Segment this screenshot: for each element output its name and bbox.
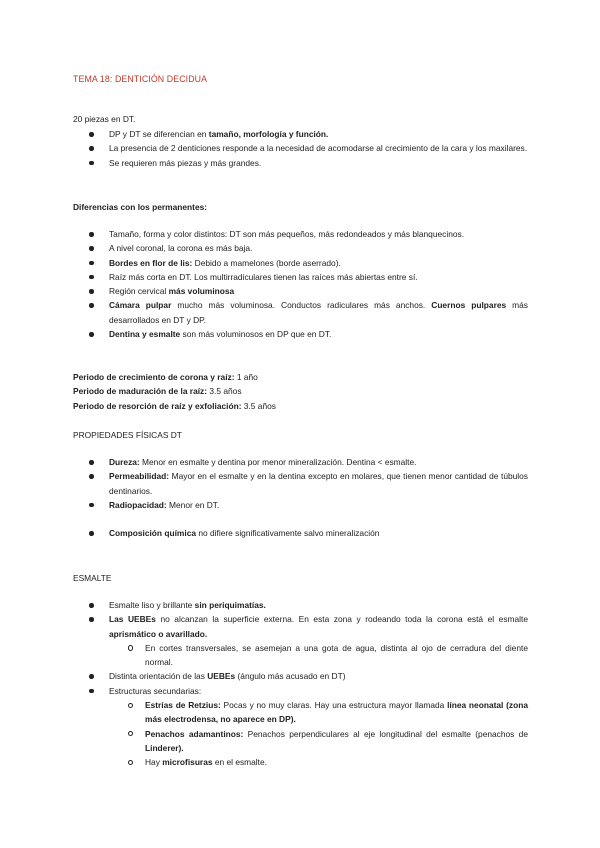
list-item: Las UEBEs no alcanzan la superficie externa. En esta zona y rodeando toda la corona está el esmalte aprismático o avarillado. <box>73 612 528 641</box>
list-item: Región cervical más voluminosa <box>73 284 528 298</box>
list-item: La presencia de 2 denticiones responde a la necesidad de acomodarse al crecimiento de la cara y los maxilares. <box>73 141 528 155</box>
section-heading-propiedades: PROPIEDADES FÍSICAS DT <box>73 430 182 440</box>
section-heading-diferencias: Diferencias con los permanentes: <box>73 202 208 212</box>
list-item: Se requieren más piezas y más grandes. <box>73 156 528 170</box>
periodo-resorcion: Periodo de resorción de raíz y exfoliación: 3.5 años <box>73 400 276 411</box>
list-item: Estructuras secundarias: <box>73 684 528 698</box>
diferencias-list <box>73 227 528 341</box>
intro-text: 20 piezas en DT. <box>73 114 136 124</box>
periodo-crecimiento: Periodo de crecimiento de corona y raíz: 1 año <box>73 372 258 382</box>
list-item: A nivel coronal, la corona es más baja. <box>73 241 528 255</box>
section-heading-esmalte: ESMALTE <box>73 573 112 583</box>
sub-list-item: Estrías de Retzius: Pocas y no muy claras. Hay una estructura mayor llamada línea neonatal (zona más electrodensa, no aparece en DP). <box>73 698 528 727</box>
list-item: Dentina y esmalte son más voluminosos en DP que en DT. <box>73 327 528 341</box>
list-item: Tamaño, forma y color distintos: DT son más pequeños, más redondeados y más blanquecinos. <box>73 227 528 241</box>
periodos-block <box>73 370 528 413</box>
intro-list <box>73 127 528 170</box>
list-item: Bordes en flor de lis: Debido a mamelones (borde aserrado). <box>73 256 528 270</box>
list-item: Permeabilidad: Mayor en el esmalte y en la dentina excepto en molares, que tienen menor cantidad de túbulos dentinarios. <box>73 469 528 498</box>
periodo-maduracion: Periodo de maduración de la raíz: 3.5 años <box>73 386 242 397</box>
propiedades-list-2 <box>73 526 528 540</box>
list-item: Distinta orientación de las UEBEs (ángulo más acusado en DT) <box>73 669 528 683</box>
esmalte-list <box>73 598 528 770</box>
list-item: Radiopacidad: Menor en DT. <box>73 498 528 512</box>
sub-list-item: Hay microfisuras en el esmalte. <box>73 755 528 769</box>
list-item: DP y DT se diferencian en tamaño, morfología y función. <box>73 127 528 141</box>
sub-list-item: Penachos adamantinos: Penachos perpendiculares al eje longitudinal del esmalte (penachos de Linderer). <box>73 727 528 756</box>
list-item: Esmalte liso y brillante sin periquimatías. <box>73 598 528 612</box>
page-title: TEMA 18: DENTICIÓN DECIDUA <box>73 74 208 84</box>
list-item: Raíz más corta en DT. Los multirradiculares tienen las raíces más abiertas entre sí. <box>73 270 528 284</box>
list-item: Cámara pulpar mucho más voluminosa. Conductos radiculares más anchos. Cuernos pulpares más desarrollados en DT y DP. <box>73 298 528 327</box>
sub-list-item: En cortes transversales, se asemejan a una gota de agua, distinta al ojo de cerradura del diente normal. <box>73 641 528 670</box>
list-item: Dureza: Menor en esmalte y dentina por menor mineralización. Dentina < esmalte. <box>73 455 528 469</box>
propiedades-list <box>73 455 528 512</box>
list-item: Composición química no difiere significativamente salvo mineralización <box>73 526 528 540</box>
